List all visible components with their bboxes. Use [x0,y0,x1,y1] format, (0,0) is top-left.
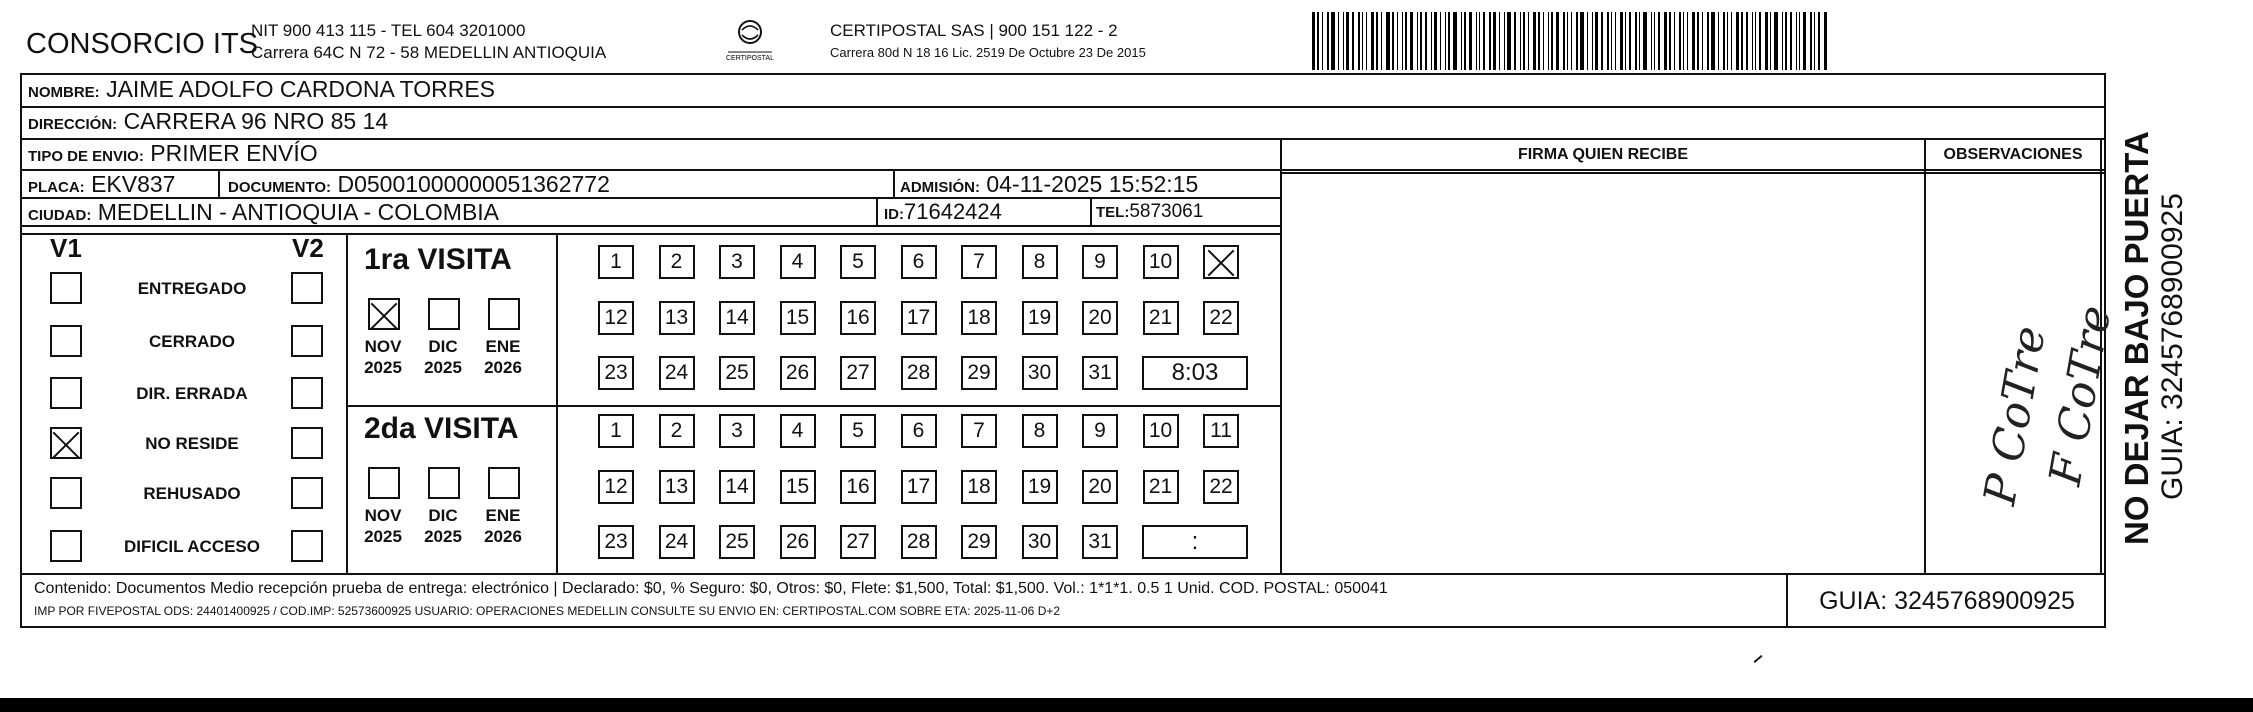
admision-value: 04-11-2025 15:52:15 [986,171,1199,197]
barcode-bar [1635,12,1637,70]
barcode-bar [1770,12,1771,70]
day-checkbox[interactable]: 17 [901,301,937,335]
barcode-bar [1810,12,1812,70]
barcode-bar [1567,12,1568,70]
divider [876,198,878,226]
scan-edge [0,698,2253,712]
v2-label: V2 [292,233,324,263]
barcode-bar [1796,12,1797,70]
barcode-bar [1312,12,1315,70]
barcode-bar [1405,12,1407,70]
month-name: DIC [428,337,458,356]
tipo-row [28,140,318,167]
day-checkbox[interactable] [1203,245,1239,279]
barcode-bar [1434,12,1437,70]
barcode-bar [1592,12,1593,70]
barcode-bar [1358,12,1360,70]
status-label: DIFICIL ACCESO [123,537,260,556]
day-checkbox[interactable]: 30 [1022,356,1058,390]
day-checkbox[interactable]: 12 [598,301,634,335]
day-checkbox[interactable]: 27 [840,356,876,390]
barcode-bar [1639,12,1640,70]
day-checkbox[interactable]: 15 [780,301,816,335]
month-label [418,505,468,547]
barcode-bar [1563,12,1565,70]
divider [556,233,558,573]
day-checkbox[interactable]: 12 [598,470,634,504]
barcode-bar [1625,12,1626,70]
status-label: DIR. ERRADA [136,384,248,403]
id-value: 71642424 [904,199,1002,224]
barcode-bar [1507,12,1511,70]
day-checkbox[interactable]: 2 [659,245,695,279]
ciudad-label: CIUDAD: [28,207,92,224]
v2-checkbox[interactable] [291,530,323,562]
tipo-value: PRIMER ENVÍO [150,140,318,166]
status-label: ENTREGADO [137,279,247,298]
divider [893,170,895,198]
barcode-bar [1548,12,1549,70]
barcode-bar [1687,12,1688,70]
barcode-bar [1674,12,1675,70]
month-name: NOV [364,337,402,356]
barcode-bar [1741,12,1743,70]
barcode-bar [1654,12,1655,70]
documento-row [228,171,610,198]
barcode-bar [1520,12,1521,70]
barcode-bar [1346,12,1349,70]
month-name: DIC [428,506,458,525]
observaciones-label: OBSERVACIONES [1943,146,2083,163]
day-checkbox[interactable]: 14 [719,301,755,335]
day-checkbox[interactable]: 18 [961,301,997,335]
month-label [478,505,528,547]
day-checkbox[interactable]: 16 [840,301,876,335]
id-row [884,199,1002,225]
barcode-bar [1782,12,1783,70]
day-checkbox[interactable]: 21 [1143,470,1179,504]
day-checkbox[interactable]: 27 [840,525,876,559]
day-checkbox[interactable]: 5 [840,414,876,448]
day-checkbox[interactable]: 20 [1082,470,1118,504]
barcode-bar [1658,12,1660,70]
day-checkbox[interactable]: 22 [1203,470,1239,504]
day-checkbox[interactable]: 14 [719,470,755,504]
day-checkbox[interactable]: 10 [1143,245,1179,279]
barcode-bar [1702,12,1703,70]
tel-label: TEL: [1096,204,1130,221]
time-box[interactable]: 8:03 [1142,356,1248,390]
visit1-title: 1ra VISITA [364,243,512,276]
v2-checkbox[interactable] [291,477,323,509]
barcode-bar [1366,12,1367,70]
barcode-bar [1461,12,1462,70]
ciudad-value: MEDELLIN - ANTIOQUIA - COLOMBIA [97,199,500,225]
barcode-bar [1417,12,1418,70]
day-checkbox[interactable]: 19 [1022,301,1058,335]
nit-line: NIT 900 413 115 - TEL 604 3201000 [251,21,526,40]
barcode-bar [1476,12,1477,70]
admision-label: ADMISIÓN: [900,179,980,196]
barcode-bar [1785,12,1787,70]
day-checkbox[interactable]: 17 [901,470,937,504]
day-checkbox[interactable]: 23 [598,525,634,559]
v1-checkbox[interactable] [50,477,82,509]
barcode-bar [1718,12,1719,70]
day-checkbox[interactable]: 23 [598,356,634,390]
v1-checkbox[interactable] [50,377,82,409]
day-checkbox[interactable]: 28 [901,525,937,559]
certipostal-info [830,20,1146,64]
barcode-bar [1327,12,1329,70]
day-checkbox[interactable]: 26 [780,525,816,559]
month-checkbox[interactable] [368,298,400,330]
barcode-bar [1425,12,1427,70]
divider [20,138,2106,140]
logo-icon [720,18,780,62]
barcode-bar [1607,12,1609,70]
barcode-bar [1759,12,1761,70]
barcode-bar [1420,12,1422,70]
month-year: 2025 [364,358,402,377]
direccion-value: CARRERA 96 NRO 85 14 [123,108,389,134]
day-checkbox[interactable]: 8 [1022,245,1058,279]
barcode-bar [1376,12,1378,70]
day-checkbox[interactable]: 5 [840,245,876,279]
barcode-bar [1601,12,1603,70]
barcode-bar [1620,12,1623,70]
day-checkbox[interactable]: 4 [780,414,816,448]
day-checkbox[interactable]: 24 [659,525,695,559]
firma-label: FIRMA QUIEN RECIBE [1517,146,1689,163]
day-checkbox[interactable]: 31 [1082,525,1118,559]
side-guia: GUIA: 3245768900925 [2156,193,2189,500]
footer-guia: GUIA: 3245768900925 [1786,575,2106,627]
id-label: ID: [884,206,904,223]
v1-checkbox[interactable] [50,325,82,357]
barcode-bar [1664,12,1667,70]
day-checkbox[interactable]: 2 [659,414,695,448]
barcode-bar [1707,12,1709,70]
barcode-bar [1402,12,1403,70]
day-checkbox[interactable]: 24 [659,356,695,390]
barcode-bar [1331,12,1335,70]
barcode-bar [1731,12,1732,70]
barcode-bar [1504,12,1505,70]
company-name: CONSORCIO ITS [26,28,259,60]
day-checkbox[interactable]: 7 [961,414,997,448]
barcode-bar [1362,12,1363,70]
month-checkbox[interactable] [428,467,460,499]
barcode-bar [1679,12,1681,70]
v1-checkbox[interactable] [50,272,82,304]
day-checkbox[interactable]: 19 [1022,470,1058,504]
divider [1280,138,1282,573]
barcode-bar [1692,12,1695,70]
barcode-bar [1464,12,1466,70]
nombre-label: NOMBRE: [28,84,100,101]
barcode-bar [1533,12,1536,70]
day-checkbox[interactable]: 29 [961,356,997,390]
barcode-bar [1723,12,1725,70]
barcode-bar [1453,12,1457,70]
tel-row [1096,201,1203,223]
barcode-bar [1556,12,1559,70]
barcode-bar [1543,12,1544,70]
cert-line2: Carrera 80d N 18 16 Lic. 2519 De Octubre 23 De 2015 [830,45,1146,60]
day-checkbox[interactable]: 22 [1203,301,1239,335]
barcode-bar [1765,12,1768,70]
footer-content: Contenido: Documentos Medio recepción prueba de entrega: electrónico | Declarado: $0, % Seguro: $0, Otros: $0, Flete: $1,500, Total: $1,500. Vol.: 1*1*1. 0.5 1 Unid. COD. POSTAL: 050041 [34,580,1388,597]
barcode-bar [1431,12,1432,70]
barcode-bar [1523,12,1525,70]
barcode-bar [1595,12,1598,70]
day-checkbox[interactable]: 13 [659,470,695,504]
barcode-bar [1410,12,1413,70]
placa-value: EKV837 [91,171,176,197]
month-name: ENE [485,337,521,356]
v2-checkbox[interactable] [291,427,323,459]
day-checkbox[interactable]: 26 [780,356,816,390]
barcode-bar [1814,12,1815,70]
barcode-bar [1551,12,1553,70]
visit2-title: 2da VISITA [364,412,519,445]
day-checkbox[interactable]: 3 [719,414,755,448]
barcode-bar [1629,12,1631,70]
cert-line1: CERTIPOSTAL SAS | 900 151 122 - 2 [830,21,1118,40]
barcode-bar [1611,12,1612,70]
nombre-value: JAIME ADOLFO CARDONA TORRES [106,76,496,102]
day-checkbox[interactable]: 7 [961,245,997,279]
footer-imp: IMP POR FIVEPOSTAL ODS: 24401400925 / COD.IMP: 52573600925 USUARIO: OPERACIONES MEDELLIN CONSULTE SU ENVIO EN: CERTIPOSTAL.COM SOBRE ETA: 2025-11-06 D+2 [34,604,1061,618]
day-checkbox[interactable]: 30 [1022,525,1058,559]
day-checkbox[interactable]: 9 [1082,245,1118,279]
barcode-bar [1746,12,1748,70]
direccion-label: DIRECCIÓN: [28,116,118,133]
status-label: NO RESIDE [145,434,239,453]
day-checkbox[interactable]: 21 [1143,301,1179,335]
day-checkbox[interactable]: 20 [1082,301,1118,335]
documento-label: DOCUMENTO: [228,179,332,196]
v2-checkbox[interactable] [291,377,323,409]
barcode-bar [1448,12,1450,70]
month-year: 2025 [424,358,462,377]
month-year: 2025 [424,527,462,546]
day-checkbox[interactable]: 6 [901,245,937,279]
status-label: CERRADO [149,332,235,351]
barcode-bar [1538,12,1540,70]
day-checkbox[interactable]: 6 [901,414,937,448]
day-checkbox[interactable]: 13 [659,301,695,335]
day-checkbox[interactable]: 8 [1022,414,1058,448]
address-line: Carrera 64C N 72 - 58 MEDELLIN ANTIOQUIA [251,43,607,62]
barcode-bar [1338,12,1339,70]
day-checkbox[interactable]: 29 [961,525,997,559]
barcode [1312,12,1907,70]
barcode-bar [1469,12,1472,70]
barcode-bar [1352,12,1354,70]
barcode-bar [1445,12,1446,70]
barcode-bar [1736,12,1739,70]
barcode-bar [1317,12,1319,70]
month-name: NOV [364,506,402,525]
month-checkbox[interactable] [368,467,400,499]
status-label: REHUSADO [143,484,241,503]
divider [346,405,1282,407]
barcode-bar [1587,12,1588,70]
day-checkbox[interactable]: 18 [961,470,997,504]
month-label [478,336,528,378]
barcode-bar [1493,12,1496,70]
barcode-bar [1697,12,1699,70]
barcode-bar [1711,12,1715,70]
barcode-bar [1571,12,1572,70]
barcode-bar [1576,12,1578,70]
divider [1282,172,2106,174]
v2-checkbox[interactable] [291,272,323,304]
day-checkbox[interactable]: 1 [598,245,634,279]
divider [346,233,348,573]
divider [1090,198,1092,226]
month-name: ENE [485,506,521,525]
barcode-bar [1499,12,1500,70]
barcode-bar [1651,12,1652,70]
barcode-bar [1343,12,1344,70]
month-label [358,336,408,378]
day-checkbox[interactable]: 3 [719,245,755,279]
day-checkbox[interactable]: 4 [780,245,816,279]
barcode-bar [1483,12,1485,70]
barcode-bar [1514,12,1516,70]
month-checkbox[interactable] [488,467,520,499]
v2-checkbox[interactable] [291,325,323,357]
month-year: 2026 [484,527,522,546]
tel-value: 5873061 [1129,201,1204,222]
barcode-bar [1371,12,1374,70]
divider [1924,138,1926,573]
barcode-bar [1799,12,1800,70]
barcode-bar [1397,12,1398,70]
divider [20,233,1282,235]
barcode-bar [1755,12,1756,70]
divider [218,170,220,198]
day-checkbox[interactable]: 15 [780,470,816,504]
barcode-bar [1479,12,1480,70]
logo-text: CERTIPOSTAL [726,55,774,62]
day-checkbox[interactable]: 25 [719,525,755,559]
v1-checkbox[interactable] [50,427,82,459]
day-checkbox[interactable]: 25 [719,356,755,390]
time-box[interactable]: : [1142,525,1248,559]
barcode-bar [1386,12,1390,70]
ciudad-row [28,199,499,226]
v1-checkbox[interactable] [50,530,82,562]
placa-row [28,171,175,198]
day-checkbox[interactable]: 16 [840,470,876,504]
month-year: 2026 [484,358,522,377]
direccion-row [28,108,388,135]
barcode-bar [1824,12,1827,70]
nombre-row [28,76,495,103]
day-checkbox[interactable]: 9 [1082,414,1118,448]
month-label [418,336,468,378]
pen-mark [1754,655,1763,663]
barcode-bar [1322,12,1323,70]
barcode-bar [1803,12,1806,70]
company-contact [251,20,606,64]
barcode-bar [1790,12,1792,70]
barcode-bar [1381,12,1382,70]
barcode-bar [1727,12,1728,70]
no-dejar-warning: NO DEJAR BAJO PUERTA [2118,131,2155,545]
barcode-bar [1615,12,1616,70]
barcode-bar [1683,12,1684,70]
month-checkbox[interactable] [428,298,460,330]
barcode-bar [1580,12,1584,70]
v1-label: V1 [50,233,82,263]
handwritten-note-1: P CoTre [1974,322,2056,509]
barcode-bar [1752,12,1753,70]
barcode-bar [1643,12,1647,70]
day-checkbox[interactable]: 10 [1143,414,1179,448]
certipostal-logo [720,18,780,62]
barcode-bar [1818,12,1820,70]
documento-value: D05001000000051362772 [337,171,610,197]
admision-row [900,171,1198,198]
handwritten-note-2: F CoTre [2039,301,2122,490]
day-checkbox[interactable]: 31 [1082,356,1118,390]
month-checkbox[interactable] [488,298,520,330]
barcode-bar [1528,12,1529,70]
month-label [358,505,408,547]
barcode-bar [1774,12,1778,70]
placa-label: PLACA: [28,179,85,196]
day-checkbox[interactable]: 1 [598,414,634,448]
barcode-bar [1669,12,1671,70]
month-year: 2025 [364,527,402,546]
barcode-bar [1440,12,1441,70]
day-checkbox[interactable]: 28 [901,356,937,390]
barcode-bar [1489,12,1491,70]
day-checkbox[interactable]: 11 [1203,414,1239,448]
tipo-label: TIPO DE ENVIO: [28,148,144,165]
barcode-bar [1392,12,1394,70]
